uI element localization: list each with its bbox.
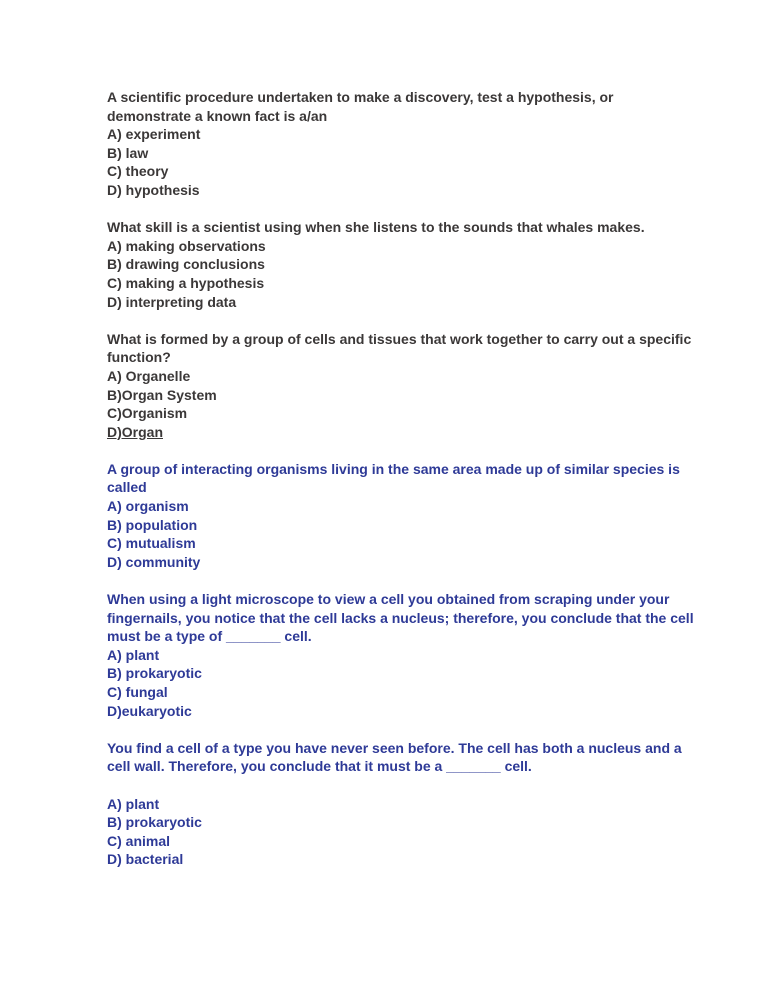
- blank-line: [107, 776, 678, 795]
- answer-option: A) making observations: [107, 237, 266, 254]
- answer-option: C) theory: [107, 163, 169, 180]
- answer-option: B) drawing conclusions: [107, 256, 265, 273]
- answer-option: D) bacterial: [107, 851, 184, 868]
- answer-option: B) prokaryotic: [107, 814, 202, 831]
- answer-option: C) animal: [107, 832, 171, 849]
- question-stem-line: called: [107, 479, 147, 496]
- question-stem-line: What is formed by a group of cells and tissues that work together to carry out a specific: [107, 330, 692, 347]
- question-block: [107, 460, 678, 572]
- answer-option: A) plant: [107, 646, 160, 663]
- question-stem-line: fingernails, you notice that the cell lacks a nucleus; therefore, you conclude that the cell: [107, 609, 694, 626]
- document-body: [107, 88, 694, 869]
- answer-option: C) fungal: [107, 684, 168, 700]
- answer-option: A) plant: [107, 795, 160, 812]
- question-stem-line: What skill is a scientist using when she listens to the sounds that whales makes.: [107, 219, 645, 236]
- question-block: [107, 330, 692, 442]
- question-stem-line: demonstrate a known fact is a/an: [107, 107, 328, 124]
- answer-option: C) mutualism: [107, 535, 196, 552]
- question-stem-line: function?: [107, 349, 171, 366]
- question-stem-line: A group of interacting organisms living in the same area made up of similar species is: [107, 460, 680, 477]
- question-block: [107, 218, 678, 311]
- question-stem-line: You find a cell of a type you have never seen before. The cell has both a nucleus and a: [107, 739, 682, 756]
- answer-option: C) making a hypothesis: [107, 274, 265, 291]
- answer-option: B)Organ System: [107, 386, 217, 403]
- answer-option: A) experiment: [107, 126, 201, 143]
- answer-option: D) interpreting data: [107, 293, 237, 310]
- answer-option: D) hypothesis: [107, 181, 200, 198]
- question-stem-line: must be a type of _______ cell.: [107, 628, 312, 645]
- answer-option: A) Organelle: [107, 367, 191, 384]
- question-block: [107, 88, 678, 200]
- answer-option: B) law: [107, 144, 149, 161]
- answer-option: D) community: [107, 553, 201, 570]
- answer-option: D)eukaryotic: [107, 702, 192, 719]
- answer-option: D)Organ: [107, 423, 163, 440]
- answer-option: C)Organism: [107, 405, 188, 422]
- answer-option: A) organism: [107, 498, 189, 515]
- answer-option: B) prokaryotic: [107, 665, 202, 682]
- question-stem-line: A scientific procedure undertaken to make a discovery, test a hypothesis, or: [107, 89, 614, 105]
- question-block: [107, 590, 694, 720]
- question-stem-line: When using a light microscope to view a cell you obtained from scraping under your: [107, 591, 670, 608]
- answer-option: B) population: [107, 516, 198, 533]
- question-block: [107, 739, 682, 869]
- question-stem-line: cell wall. Therefore, you conclude that it must be a _______ cell.: [107, 758, 532, 775]
